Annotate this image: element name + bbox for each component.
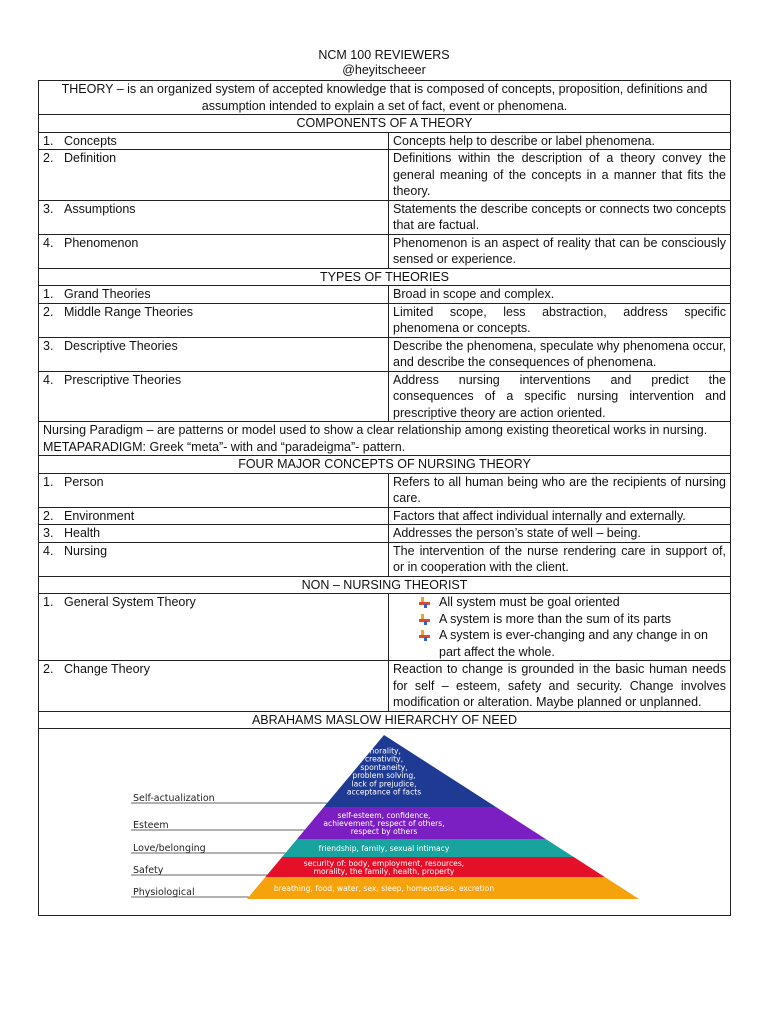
bullet-icon [419, 614, 430, 625]
pyramid-level-label: Safety [133, 865, 164, 876]
item-number: 2. [43, 508, 54, 523]
item-term: Definition [64, 151, 117, 165]
item-number: 1. [43, 287, 54, 301]
table-row [39, 303, 731, 337]
item-number: 3. [43, 201, 54, 216]
document-author: @heyitscheeer [342, 63, 426, 77]
table-row [39, 286, 731, 304]
table-row [39, 542, 731, 576]
item-description: Limited scope, less abstraction, address specific phenomena or concepts. [389, 303, 731, 337]
table-row [39, 507, 731, 525]
pyramid-tier-text: friendship, family, sexual intimacy [318, 844, 450, 853]
bullet-text: All system must be goal oriented [439, 595, 620, 609]
item-term: Environment [64, 508, 135, 523]
item-term: General System Theory [64, 595, 196, 609]
item-description: Definitions within the description of a theory convey the general meaning of the concepts in a manner that fits the theory. [389, 150, 731, 201]
pyramid-tier-text: self-esteem, confidence, [337, 810, 431, 820]
table-row [39, 337, 731, 371]
item-term: Health [64, 526, 101, 540]
item-description: The intervention of the nurse rendering care in support of, or in cooperation with the client. [389, 542, 731, 576]
table-row [39, 661, 731, 712]
item-term: Phenomenon [64, 235, 139, 250]
bullet-icon [419, 597, 430, 608]
item-number: 2. [43, 151, 54, 165]
item-description: Factors that affect individual internally and externally. [389, 507, 731, 525]
document-title: NCM 100 REVIEWERS [318, 48, 450, 62]
item-term: Prescriptive Theories [64, 372, 182, 387]
maslow-pyramid [39, 729, 731, 915]
table-row [39, 594, 731, 661]
item-term: Grand Theories [64, 287, 151, 301]
types-section-title: TYPES OF THEORIES [39, 268, 731, 286]
pyramid-tier-text: security of: body, employment, resources, [303, 858, 465, 868]
pyramid-tier-text: achievement, respect of others, [323, 819, 445, 828]
item-number: 3. [43, 526, 54, 540]
pyramid-level-label: Physiological [133, 887, 195, 898]
reviewer-table [38, 80, 731, 916]
pyramid-tier-text: breathing, food, water, sex, sleep, homeostasis, excretion [273, 884, 495, 893]
item-term: Person [64, 474, 104, 489]
list-item [415, 594, 726, 611]
item-description: Broad in scope and complex. [389, 286, 731, 304]
item-description: Describe the phenomena, speculate why phenomena occur, and describe the consequences of phenomena. [389, 337, 731, 371]
document-header [0, 48, 768, 78]
table-row [39, 525, 731, 543]
theory-definition-row [39, 81, 731, 115]
bullet-list-cell [389, 594, 731, 661]
pyramid-level-label: Self-actualization [133, 793, 215, 804]
table-row [39, 132, 731, 150]
pyramid-tier-text: morality, the family, health, property [313, 867, 455, 877]
item-description: Concepts help to describe or label phenomena. [389, 132, 731, 150]
item-number: 4. [43, 543, 54, 558]
four-major-section-title: FOUR MAJOR CONCEPTS OF NURSING THEORY [39, 456, 731, 474]
item-number: 2. [43, 304, 54, 319]
pyramid-level-label: Love/belonging [133, 843, 206, 854]
list-item [415, 627, 726, 660]
list-item [415, 611, 726, 628]
bullet-list [393, 594, 726, 660]
pyramid-tier-text: spontaneity, [360, 762, 408, 772]
components-section-title: COMPONENTS OF A THEORY [39, 115, 731, 133]
item-number: 3. [43, 338, 54, 353]
item-description: Address nursing interventions and predict the consequences of a specific nursing intervention and prescriptive theory are action oriented. [389, 371, 731, 422]
table-row [39, 234, 731, 268]
non-nursing-section-title: NON – NURSING THEORIST [39, 576, 731, 594]
bullet-text: A system is ever-changing and any change in on part affect the whole. [439, 628, 708, 659]
table-row [39, 473, 731, 507]
item-number: 1. [43, 474, 54, 489]
item-description: Statements the describe concepts or connects two concepts that are factual. [389, 200, 731, 234]
pyramid-tier-text: creativity, [364, 754, 404, 764]
item-description: Refers to all human being who are the recipients of nursing care. [389, 473, 731, 507]
bullet-text: A system is more than the sum of its parts [439, 611, 672, 626]
table-row [39, 150, 731, 201]
bullet-icon [419, 630, 430, 641]
pyramid-tier-text: morality, [367, 746, 401, 756]
item-description: Phenomenon is an aspect of reality that can be consciously sensed or experience. [389, 234, 731, 268]
table-row [39, 200, 731, 234]
nursing-paradigm: Nursing Paradigm – are patterns or model used to show a clear relationship among existing theoretical works in nursing. METAPARADIGM: Greek “meta”- with and “paradeigma”- pattern. [39, 422, 731, 456]
table-row [39, 371, 731, 422]
item-number: 1. [43, 595, 54, 609]
item-description: Addresses the person’s state of well – being. [389, 525, 731, 543]
item-term: Change Theory [64, 662, 150, 676]
item-number: 4. [43, 372, 54, 387]
maslow-diagram-cell [39, 729, 731, 916]
item-term: Assumptions [64, 201, 136, 216]
item-term: Nursing [64, 543, 108, 558]
pyramid-tier-text: acceptance of facts [346, 787, 422, 797]
paradigm-row [39, 422, 731, 456]
maslow-section-title: ABRAHAMS MASLOW HIERARCHY OF NEED [39, 711, 731, 729]
pyramid-level-label: Esteem [133, 820, 169, 831]
item-term: Middle Range Theories [64, 304, 194, 319]
item-number: 2. [43, 662, 54, 676]
pyramid-tier-text: respect by others [350, 827, 418, 837]
pyramid-tier-text: lack of prejudice, [351, 779, 417, 789]
item-term: Concepts [64, 133, 117, 148]
item-number: 1. [43, 133, 54, 148]
item-term: Descriptive Theories [64, 338, 178, 353]
item-description: Reaction to change is grounded in the basic human needs for self – esteem, safety and security. Change involves modification or alteration. Maybe planned or unplanned. [389, 661, 731, 712]
pyramid-tier-text: problem solving, [352, 771, 416, 781]
theory-definition: THEORY – is an organized system of accepted knowledge that is composed of concepts, proposition, definitions and assumption intended to explain a set of fact, event or phenomena. [39, 81, 731, 115]
item-number: 4. [43, 235, 54, 250]
maslow-diagram-row [39, 729, 731, 916]
